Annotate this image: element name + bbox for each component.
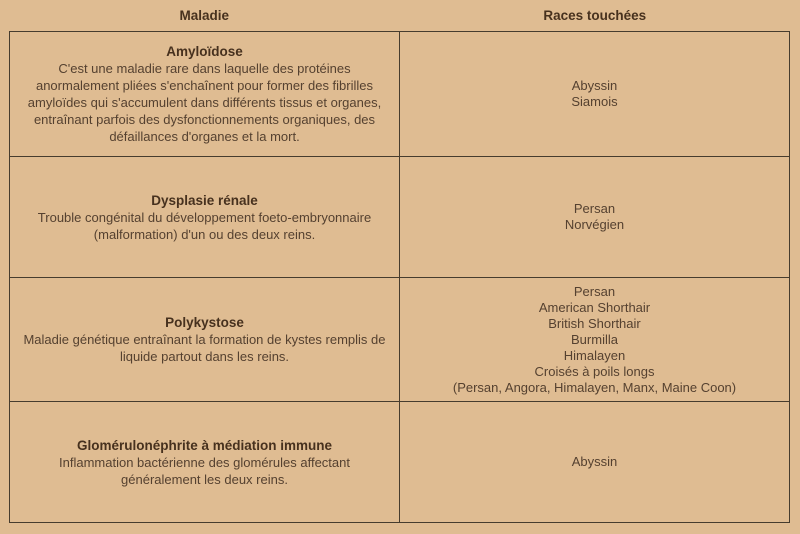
breed-name: Croisés à poils longs xyxy=(534,363,655,379)
breed-name: Persan xyxy=(573,283,616,299)
breeds-cell xyxy=(400,402,790,523)
disease-description: C'est une maladie rare dans laquelle des protéines anormalement pliées s'enchaînent pour former des fibrilles amyloïdes qui s'accumulent dans différents tissus et organes, entraînant parfois des dysfonctionnements organiques, des défaillances d'organes et la mort. xyxy=(27,61,382,144)
header-races-touchees: Races touchées xyxy=(543,8,647,23)
breed-list xyxy=(408,78,781,110)
breed-name: Persan xyxy=(573,201,616,216)
disease-cell xyxy=(10,32,400,157)
breeds-cell xyxy=(400,32,790,157)
breed-name: American Shorthair xyxy=(538,299,651,315)
disease-table-body xyxy=(10,32,790,523)
breed-name: Himalayen xyxy=(563,347,626,363)
breed-name: Burmilla xyxy=(571,331,618,347)
disease-cell xyxy=(10,402,400,523)
breeds-cell xyxy=(400,157,790,278)
disease-description: Inflammation bactérienne des glomérules affectant généralement les deux reins. xyxy=(59,454,350,487)
breed-name: British Shorthair xyxy=(548,315,641,331)
breed-name: Abyssin xyxy=(571,454,618,469)
disease-description: Maladie génétique entraînant la formation de kystes remplis de liquide partout dans les reins. xyxy=(23,332,386,364)
disease-title: Polykystose xyxy=(165,315,244,330)
disease-description: Trouble congénital du développement foeto-embryonnaire (malformation) d'un ou des deux reins. xyxy=(37,209,372,242)
breed-name: Siamois xyxy=(571,94,618,109)
table-row-glomerulonephrite xyxy=(10,402,790,523)
breed-name: (Persan, Angora, Himalayen, Manx, Maine Coon) xyxy=(452,379,737,395)
disease-cell xyxy=(10,157,400,278)
breed-name: Abyssin xyxy=(571,78,618,93)
disease-title: Glomérulonéphrite à médiation immune xyxy=(76,437,333,453)
table-row-polykystose xyxy=(10,278,790,402)
breed-list xyxy=(408,201,781,233)
disease-title: Dysplasie rénale xyxy=(151,192,258,208)
table-row-dysplasie-renale xyxy=(10,157,790,278)
disease-title: Amyloïdose xyxy=(166,44,243,59)
header-maladie: Maladie xyxy=(179,8,230,23)
breed-name: Norvégien xyxy=(564,217,625,232)
disease-table xyxy=(9,31,790,523)
table-header xyxy=(9,0,790,31)
breeds-cell xyxy=(400,278,790,402)
breed-list xyxy=(408,454,781,470)
table-row-amyloidose xyxy=(10,32,790,157)
disease-cell xyxy=(10,278,400,402)
breed-list xyxy=(408,284,781,396)
